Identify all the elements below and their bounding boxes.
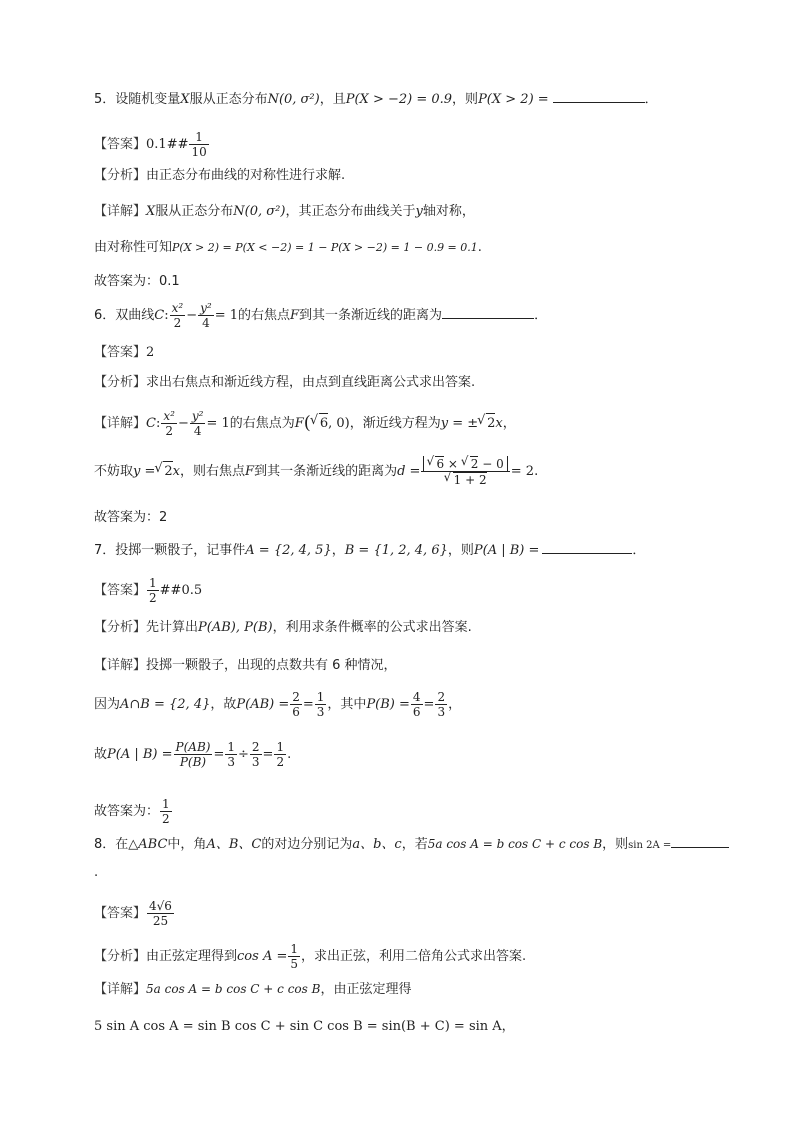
math-expr: d = <box>397 464 421 479</box>
math-expr: = 1 <box>206 416 230 431</box>
math-expr: N(0, σ²) <box>233 204 286 219</box>
q5-detail <box>94 202 475 222</box>
denominator: 4 <box>202 316 210 330</box>
math-symbol: : <box>164 308 169 323</box>
detail-text: ， <box>448 697 462 712</box>
analysis-text: ，利用求条件概率的公式求出答案. <box>272 620 472 635</box>
numerator: 4 <box>412 690 421 704</box>
answer-fraction <box>147 899 174 928</box>
numerator: 2 <box>251 740 260 754</box>
math-symbol: : <box>155 416 161 431</box>
stem-text: ，则 <box>602 837 629 852</box>
numerator: 2 <box>292 690 300 704</box>
detail-text: 到其一条渐近线的距离为 <box>254 464 398 479</box>
math-expr: N(0, σ²) <box>267 92 320 107</box>
q6-analysis <box>94 373 475 393</box>
math-expr: 5a cos A = b cos C + c cos B <box>146 982 321 996</box>
fraction <box>170 301 186 330</box>
math-expr: = 1 <box>214 308 238 323</box>
detail-text: 投掷一颗骰子，出现的点数共有 6 种情况， <box>146 658 397 673</box>
stem-text: 中，角 <box>167 837 207 852</box>
answer-text: ##0.5 <box>159 583 203 598</box>
fraction <box>288 942 300 971</box>
fraction <box>290 690 302 719</box>
answer-blank <box>671 833 729 848</box>
math-var: C <box>154 308 165 323</box>
denominator: 6 <box>412 705 421 719</box>
analysis-tag: 【分析】 <box>94 949 147 964</box>
denominator: 25 <box>152 914 169 928</box>
answer-blank <box>553 88 645 103</box>
fraction <box>225 740 237 769</box>
math-expr: P(A | B) = <box>473 543 540 558</box>
numerator: y² <box>191 409 204 423</box>
detail-text: ，则右焦点 <box>180 464 246 479</box>
numerator: y² <box>200 301 212 315</box>
detail-text: . <box>287 747 292 762</box>
numerator: 1 <box>149 576 157 590</box>
denominator: 2 <box>173 316 182 330</box>
analysis-text: ，求出正弦，利用二倍角公式求出答案. <box>301 949 527 964</box>
math-var: y <box>415 204 423 219</box>
final-answer: 故答案为：2 <box>94 510 168 525</box>
stem-text: 的右焦点 <box>238 308 291 323</box>
math-expr: − 0 <box>482 457 504 471</box>
math-expr: cos A = <box>237 949 288 964</box>
stem-text: ． <box>534 308 548 323</box>
detail-text: 故 <box>94 747 108 762</box>
math-expr: B = {1, 2, 4, 6} <box>344 543 448 558</box>
denominator: 2 <box>165 424 173 438</box>
analysis-text: 由正态分布曲线的对称性进行求解. <box>146 168 346 183</box>
math-symbol: × <box>447 457 458 471</box>
detail-text: ，其正态分布曲线关于 <box>285 204 416 219</box>
q5-analysis <box>94 166 345 186</box>
detail-tag: 【详解】 <box>94 416 147 431</box>
q5-answer <box>94 130 210 159</box>
math-expr: A = {2, 4, 5} <box>245 543 332 558</box>
sqrt-expr: √ 2 <box>486 413 495 434</box>
denominator: 3 <box>251 755 260 769</box>
q7-detail-2 <box>94 690 461 719</box>
abs-expr <box>423 456 507 471</box>
final-fraction <box>160 797 172 826</box>
denominator: 6 <box>292 705 300 719</box>
analysis-text: 由正弦定理得到 <box>146 949 238 964</box>
answer-text: 2 <box>146 345 155 360</box>
fraction <box>315 690 327 719</box>
math-var: x <box>495 416 503 431</box>
math-expr: P(A | B) = <box>107 747 173 762</box>
math-symbol: = <box>423 697 435 712</box>
math-var: F <box>245 464 255 479</box>
math-symbol: − <box>177 416 189 431</box>
stem-text: ， <box>331 543 345 558</box>
fraction <box>274 740 286 769</box>
sqrt-expr: √ 6 <box>319 413 328 434</box>
stem-text: 的对边分别记为 <box>261 837 353 852</box>
q5-stem <box>94 88 658 110</box>
q6-answer <box>94 343 154 363</box>
sqrt-expr: √ 1 + 2 <box>453 472 487 487</box>
math-expr: 5 sin A cos A = sin B cos C + sin C cos B = sin(B + C) = sin A， <box>94 1019 515 1034</box>
fraction <box>435 690 447 719</box>
denominator: 3 <box>316 705 325 719</box>
denominator: 10 <box>191 145 207 159</box>
q8-answer <box>94 899 175 928</box>
final-answer: 故答案为：0.1 <box>94 274 180 289</box>
denominator: 2 <box>149 591 157 605</box>
q6-stem <box>94 301 547 330</box>
numerator: 1 <box>316 690 325 704</box>
numerator: P(AB) <box>175 740 211 754</box>
detail-text: ，渐近线方程为 <box>349 416 441 431</box>
denominator: 3 <box>227 755 235 769</box>
stem-text: ． <box>644 92 658 107</box>
q5-detail-2 <box>94 238 482 258</box>
detail-text: ，由正弦定理得 <box>320 982 412 997</box>
numerator: 4√6 <box>149 899 172 913</box>
analysis-tag: 【分析】 <box>94 168 147 183</box>
math-var: C <box>146 416 156 431</box>
answer-blank <box>442 304 534 319</box>
q7-analysis <box>94 618 472 638</box>
answer-fraction <box>189 130 208 159</box>
q5-final <box>94 272 180 292</box>
math-var: X <box>146 204 156 219</box>
stem-text: 服从正态分布 <box>189 92 268 107</box>
q6-final <box>94 508 167 528</box>
q7-detail <box>94 656 397 676</box>
q7-stem <box>94 539 645 561</box>
final-answer: 故答案为： <box>94 804 160 819</box>
math-expr: △ABC <box>128 837 168 852</box>
q7-detail-3 <box>94 740 291 769</box>
math-expr: y = ± <box>440 416 479 431</box>
q6-detail <box>94 409 516 438</box>
question-number: 6．双曲线 <box>94 308 155 323</box>
detail-text: . <box>477 240 482 255</box>
detail-text: 不妨取 <box>94 464 134 479</box>
stem-text: ，则 <box>447 543 474 558</box>
math-var: x <box>172 464 181 479</box>
fraction <box>190 409 206 438</box>
math-symbol: = <box>213 747 225 762</box>
numerator: 2 <box>437 690 446 704</box>
q6-detail-2 <box>94 456 538 487</box>
math-expr: , 0) <box>328 416 350 431</box>
answer-text: 0.1## <box>146 137 189 152</box>
math-expr: P(X > 2) = <box>478 92 549 107</box>
stem-text: 设随机变量 <box>115 92 181 107</box>
q8-stem <box>94 833 729 856</box>
math-expr: sin 2A = <box>628 840 672 851</box>
answer-tag: 【答案】 <box>94 583 147 598</box>
stem-text: ． <box>632 543 646 558</box>
q7-answer <box>94 576 202 605</box>
math-expr: P(X > 2) = P(X < −2) = 1 − P(X > −2) = 1 − 0.9 = 0.1 <box>172 241 478 254</box>
numerator: 1 <box>162 797 170 811</box>
detail-text: 服从正态分布 <box>155 204 234 219</box>
numerator: x² <box>171 301 184 315</box>
sqrt-expr: √ 2 <box>163 461 172 482</box>
math-symbol: ÷ <box>238 747 249 762</box>
analysis-text: 先计算出 <box>146 620 199 635</box>
math-expr: A∩B = {2, 4} <box>120 697 211 712</box>
denominator: 2 <box>276 755 285 769</box>
fraction <box>174 740 213 769</box>
math-expr: P(AB) = <box>236 697 290 712</box>
numerator: x² <box>163 409 175 423</box>
analysis-tag: 【分析】 <box>94 375 147 390</box>
math-expr: y = <box>133 464 156 479</box>
stem-text: ，若 <box>401 837 428 852</box>
question-number: 7．投掷一颗骰子，记事件 <box>94 543 246 558</box>
numerator: 1 <box>227 740 235 754</box>
sqrt-expr: √ 2 <box>470 456 479 471</box>
denominator: 4 <box>193 424 202 438</box>
denominator: P(B) <box>179 755 207 769</box>
stem-text: ，则 <box>452 92 479 107</box>
math-symbol: = <box>262 747 274 762</box>
detail-text: ，故 <box>210 697 237 712</box>
distance-fraction <box>421 456 509 487</box>
stem-text: ，且 <box>319 92 346 107</box>
denominator: 5 <box>290 957 298 971</box>
fraction <box>198 301 214 330</box>
stem-text: . <box>94 865 99 880</box>
answer-tag: 【答案】 <box>94 137 147 152</box>
detail-text: ，其中 <box>327 697 367 712</box>
answer-fraction <box>147 576 159 605</box>
math-var: F <box>294 416 304 431</box>
q8-detail <box>94 979 411 1000</box>
detail-text: ， <box>502 416 516 431</box>
fraction <box>161 409 177 438</box>
answer-tag: 【答案】 <box>94 906 147 921</box>
numerator: 1 <box>290 942 298 956</box>
question-number: 8．在 <box>94 837 129 852</box>
question-number: 5． <box>94 92 116 107</box>
numerator: 1 <box>189 130 208 145</box>
detail-text: 轴对称， <box>422 204 475 219</box>
fraction <box>250 740 262 769</box>
math-expr: a、b、c <box>352 837 402 852</box>
analysis-tag: 【分析】 <box>94 620 147 635</box>
detail-text: 因为 <box>94 697 121 712</box>
answer-blank <box>542 539 632 554</box>
math-var: F <box>290 308 300 323</box>
math-symbol: = <box>302 697 314 712</box>
denominator: 3 <box>437 705 446 719</box>
detail-text: 的右焦点为 <box>229 416 295 431</box>
analysis-text: 求出右焦点和渐近线方程，由点到直线距离公式求出答案. <box>146 375 476 390</box>
numerator: 1 <box>276 740 285 754</box>
q8-stem-cont <box>94 863 98 883</box>
detail-tag: 【详解】 <box>94 204 147 219</box>
math-expr: = 2. <box>510 464 539 479</box>
stem-text: 到其一条渐近线的距离为 <box>299 308 443 323</box>
math-symbol: ( <box>303 412 311 434</box>
fraction <box>411 690 423 719</box>
math-var: X <box>180 92 190 107</box>
q7-final <box>94 797 173 826</box>
denominator: 2 <box>162 812 170 826</box>
detail-text: 由对称性可知 <box>94 240 173 255</box>
math-expr: P(AB), P(B) <box>198 620 273 635</box>
detail-tag: 【详解】 <box>94 982 147 997</box>
math-expr: P(X > −2) = 0.9 <box>345 92 453 107</box>
detail-tag: 【详解】 <box>94 658 147 673</box>
sqrt-expr: √ 6 <box>435 456 444 471</box>
q8-analysis <box>94 942 526 971</box>
math-expr: P(B) = <box>366 697 410 712</box>
math-expr: 5a cos A = b cos C + c cos B <box>427 837 603 851</box>
math-symbol: − <box>186 308 198 323</box>
answer-tag: 【答案】 <box>94 345 147 360</box>
q8-detail-2 <box>94 1017 515 1037</box>
math-expr: A、B、C <box>206 837 262 852</box>
